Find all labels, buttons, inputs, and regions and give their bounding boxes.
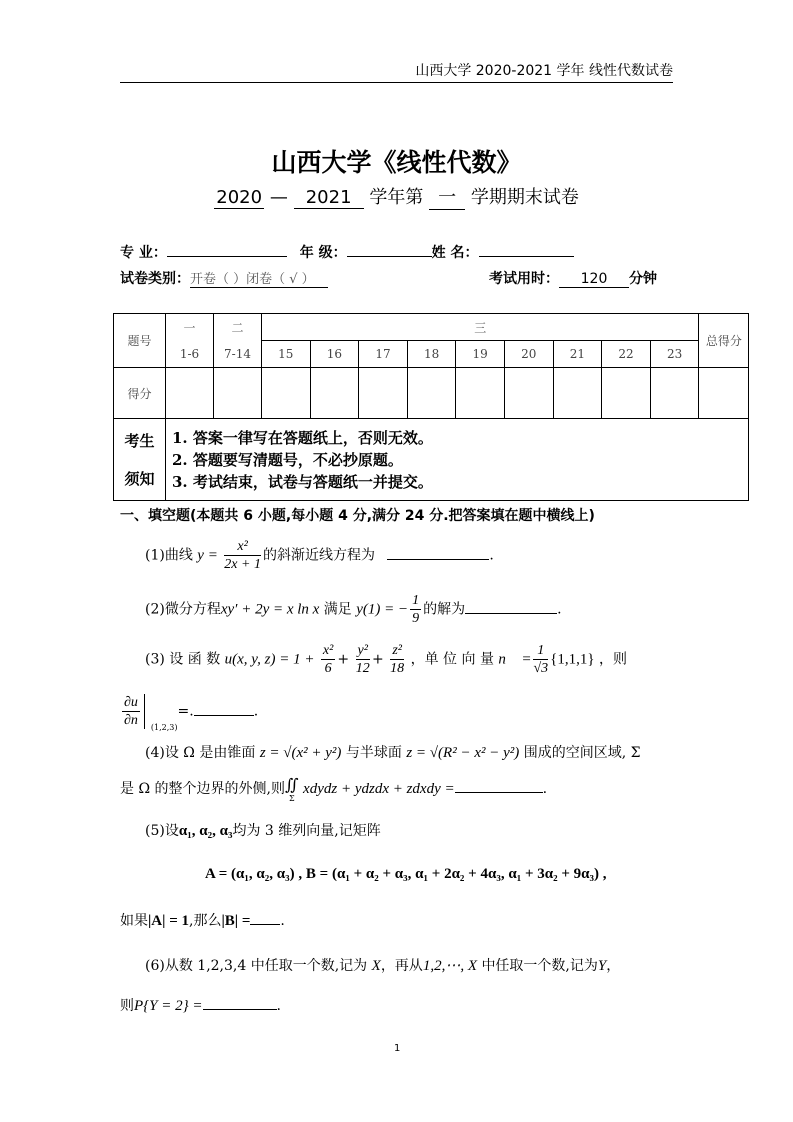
subtitle-end: 学期期末试卷 (470, 187, 579, 208)
notice-items-0: 1. 答案一律写在答题纸上，否则无效。 (172, 428, 433, 447)
score_table-groups-2-name: 三 (262, 314, 699, 341)
score-cell[interactable] (504, 368, 553, 419)
q6-mid2: 中任取一个数,记为 (481, 958, 598, 974)
q3-vec: n⃗ = (498, 651, 532, 668)
answer-blank[interactable] (250, 910, 280, 925)
notice-items-1: 2. 答题要写清题号，不必抄原题。 (172, 450, 403, 469)
q3-vd: √3 (533, 661, 549, 676)
exam-time (489, 268, 657, 288)
question-5-cont (120, 910, 285, 930)
q2-numer: 1 (412, 593, 420, 608)
question-1 (145, 538, 494, 573)
text-span (114, 314, 749, 501)
q6-seq: 1,2,⋯, X (422, 958, 477, 974)
page-number: 1 (394, 1043, 401, 1054)
q3-vv: {1,1,1} (550, 651, 595, 668)
q6-num: (6) (145, 958, 165, 974)
q2-num: (2) (145, 601, 165, 618)
name-field[interactable] (479, 242, 574, 257)
text-span (224, 538, 261, 573)
q4-cone: z = √(x² + y²) (259, 745, 342, 761)
q3-mid: ，单 位 向 量 (410, 651, 494, 668)
q3-d3: 18 (390, 661, 405, 676)
q3-d1: 6 (324, 661, 332, 676)
score-table (113, 313, 749, 501)
question-6 (145, 955, 620, 975)
q6-end: . (276, 998, 281, 1014)
q3-pre: 设 函 数 (169, 651, 221, 668)
q6-mid: ，再从 (380, 958, 423, 974)
total-header: 总得分 (699, 314, 749, 368)
score-cell[interactable] (359, 368, 408, 419)
answer-blank[interactable] (194, 701, 254, 716)
q2-eq: xy′ + 2y = x ln x (220, 601, 320, 618)
q2-denom: 9 (412, 611, 420, 626)
q5-pre: 设 (164, 823, 179, 839)
exam-title: 山西大学《线性代数》 (271, 148, 522, 177)
notice-label1: 考生 (124, 431, 155, 450)
grade-label: 年 级： (299, 245, 347, 261)
text-span (390, 642, 404, 677)
score_table-groups-0-range: 1-6 (166, 341, 214, 368)
q4-line2: 是 Ω 的整个边界的外侧,则 (120, 781, 285, 797)
q4-sub: Σ (288, 794, 295, 803)
q1-pre: 曲线 (164, 547, 193, 564)
exam-type-label: 试卷类别： (120, 271, 190, 287)
exam-type-value: 开卷（ ）闭卷（ √ ） (190, 268, 328, 288)
row-header: 题号 (114, 314, 166, 368)
q4-integral: ∬ (284, 775, 299, 794)
text-span (122, 694, 145, 729)
q3-at: (1,2,3) (150, 722, 178, 732)
question-3: (3) 设 函 数 u(x, y, z) = 1 + $\frac{\text{x²}}{6}$ + $\frac{\text{y²}}{12}$ + $\frac{\text{z²}}{18}$ ，单 位 向 量 n⃗ = $\frac{1}{√3}$ {1,1,1} ，则 (145, 643, 627, 676)
info-time_label: 考试用时： (489, 271, 559, 287)
subtitle-year1: 2020 (214, 187, 264, 209)
major-field[interactable] (167, 242, 287, 257)
score_table-questions-4: 19 (456, 341, 505, 368)
info-row-1 (120, 242, 574, 262)
q6-P: P{Y = 2} = (134, 998, 203, 1014)
score_table-questions-0: 15 (262, 341, 311, 368)
score_table-questions-1: 16 (310, 341, 359, 368)
q1-denom: 2x + 1 (224, 557, 261, 572)
score-cell[interactable] (456, 368, 505, 419)
score-cell[interactable] (407, 368, 456, 419)
q3-eq: =. (177, 703, 194, 720)
info-time_unit: 分钟 (629, 271, 657, 287)
answer-blank[interactable] (387, 545, 489, 560)
subtitle-dash: — (269, 187, 288, 208)
q5-end: . (280, 913, 285, 929)
q3-end: . (253, 703, 259, 720)
q6-line2: 则 (120, 998, 134, 1014)
q5-detA: |A| = 1 (148, 913, 189, 929)
score_table-questions-7: 22 (602, 341, 651, 368)
q5-detB: |B| = (221, 913, 251, 929)
header-rule (120, 82, 673, 83)
q3-d2: 12 (355, 661, 370, 676)
question-4 (145, 742, 641, 762)
section-1-title: 一、填空题(本题共 6 小题,每小题 4 分,满分 24 分.把答案填在题中横线上) (120, 508, 595, 524)
q5-A: A = (α₁, α₂, α₃) , B = (α₁ + α₂ + α₃, α₁ + 2α₂ + 4α₃, α₁ + 3α₂ + 9α₃) , (205, 866, 607, 882)
text-span (321, 642, 335, 677)
running-header: 山西大学 2020-2021 学年 线性代数试卷 (415, 63, 673, 79)
score_table-score_label: 得分 (114, 368, 166, 419)
q4-integrand: xdydz + ydzdx + zdxdy = (303, 781, 455, 797)
info-row-2 (120, 268, 328, 288)
answer-blank[interactable] (203, 995, 277, 1010)
q4-post: 围成的空间区域, Σ (523, 745, 641, 761)
q5-alphas: α₁, α₂, α₃ (178, 823, 233, 839)
q4-num: (4) (145, 745, 165, 761)
score_table-groups-1-range: 7-14 (214, 341, 262, 368)
q6-X: X (371, 958, 381, 974)
score_table-questions-5: 20 (504, 341, 553, 368)
score_table-groups-0-name: 一 (166, 314, 214, 341)
q2-mid: 满足 (323, 601, 352, 618)
notice-items (166, 419, 749, 501)
grade-field[interactable] (347, 242, 432, 257)
question-5 (145, 820, 381, 840)
q2-end: . (557, 601, 562, 618)
question-4-cont (120, 775, 548, 806)
score-cell[interactable] (310, 368, 359, 419)
q6-text: 从数 1,2,3,4 中任取一个数,记为 (164, 958, 368, 974)
exam-subtitle (0, 183, 793, 210)
notice-row (114, 419, 749, 501)
text-span (410, 592, 421, 627)
notice-label2: 须知 (124, 469, 155, 488)
q3-n3: z² (390, 642, 404, 660)
q3-n2: y² (357, 643, 368, 658)
question-5-matrices (205, 866, 607, 883)
q1-numer: x² (224, 538, 261, 556)
score-cell[interactable] (166, 368, 214, 419)
subtitle-term: 一 (429, 183, 465, 210)
q1-post: 的斜渐近线方程为 (262, 547, 375, 564)
score_table-questions-8: 23 (650, 341, 699, 368)
score_table-questions-2: 17 (359, 341, 408, 368)
score-cell[interactable] (602, 368, 651, 419)
q2-cond: y(1) = − (356, 601, 409, 618)
text-span (284, 775, 299, 806)
answer-blank[interactable] (455, 778, 543, 793)
q1-lhs: y = (197, 547, 218, 564)
q3-dn: ∂u (124, 695, 138, 710)
subtitle-year2: 2021 (294, 187, 364, 209)
text-span (356, 642, 370, 677)
q4-sphere: z = √(R² − x² − y²) (406, 745, 520, 761)
q3-f: u(x, y, z) = 1 + (224, 651, 315, 668)
q1-end: . (489, 547, 494, 564)
q3-n1: x² (322, 643, 334, 658)
score_table-questions-3: 18 (407, 341, 456, 368)
q4-end: . (542, 781, 548, 797)
q4-mid: 与半球面 (345, 745, 402, 761)
text-span (114, 314, 749, 341)
q2-pre: 微分方程 (164, 601, 221, 618)
q4-pre: 设 Ω 是由锥面 (164, 745, 256, 761)
q6-comma: ， (606, 958, 621, 974)
q6-Y: Y (597, 958, 607, 974)
score_table-questions-6: 21 (553, 341, 602, 368)
text-span (533, 642, 548, 677)
score-row (114, 368, 749, 419)
text-span (114, 341, 749, 368)
q1-num: (1) (145, 547, 165, 564)
q3-dd: ∂n (124, 713, 138, 728)
q3-num: (3) (145, 651, 165, 668)
answer-blank[interactable] (465, 599, 557, 614)
exam-time-value: 120 (559, 271, 629, 288)
question-2 (145, 592, 562, 627)
question-6-cont (120, 995, 281, 1015)
question-3-cont (120, 694, 258, 732)
q3-vn: 1 (533, 642, 548, 660)
q5-num: (5) (145, 823, 165, 839)
total-score-cell[interactable] (699, 368, 749, 419)
score_table-groups-1-name: 二 (214, 314, 262, 341)
subtitle-mid: 学年第 (369, 187, 424, 208)
score-cell[interactable] (214, 368, 262, 419)
major-label: 专 业： (120, 245, 167, 261)
score-cell[interactable] (262, 368, 311, 419)
q5-then: ,那么 (189, 913, 222, 929)
name-label: 姓 名： (431, 245, 479, 261)
q5-if: 如果 (120, 913, 148, 929)
q3-post: ，则 (599, 651, 627, 668)
notice-label (114, 419, 166, 501)
score-cell[interactable] (650, 368, 699, 419)
q2-post: 的解为 (423, 601, 466, 618)
q5-post: 均为 3 维列向量,记矩阵 (232, 823, 381, 839)
notice-items-2: 3. 考试结束，试卷与答题纸一并提交。 (172, 472, 433, 491)
score-cell[interactable] (553, 368, 602, 419)
